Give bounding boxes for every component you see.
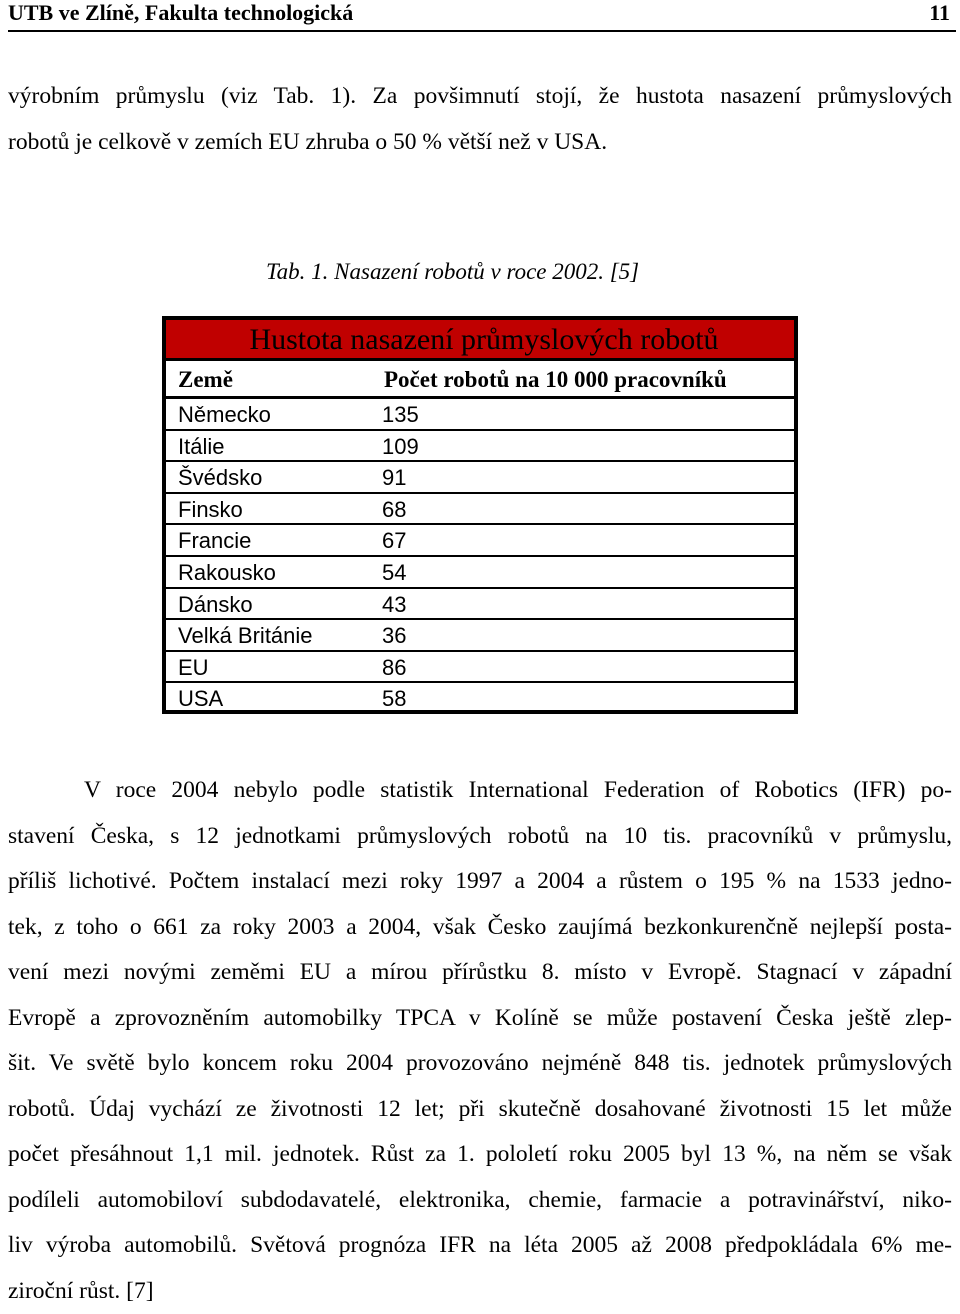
cell-country: EU bbox=[178, 652, 209, 683]
table-row bbox=[166, 652, 794, 684]
paragraph-line: vení mezi novými zeměmi EU a mírou přírůstku 8. místo v Evropě. Stagnací v západní bbox=[8, 950, 952, 996]
caption-reference: [5] bbox=[610, 259, 639, 284]
table-row bbox=[166, 494, 794, 526]
column-header-count: Počet robotů na 10 000 pracovníků bbox=[384, 361, 727, 399]
table-title-text: Hustota nasazení průmyslových robotů bbox=[249, 323, 718, 356]
table-row bbox=[166, 620, 794, 652]
paragraph-intro bbox=[8, 74, 952, 165]
caption-text: Tab. 1. Nasazení robotů v roce 2002. bbox=[266, 259, 610, 284]
cell-country: Itálie bbox=[178, 431, 224, 462]
table-row bbox=[166, 557, 794, 589]
paragraph-line: podíleli automobiloví subdodavatelé, elektronika, chemie, farmacie a potravinářství, niko- bbox=[8, 1178, 952, 1224]
cell-value: 135 bbox=[382, 399, 419, 430]
page-number: 11 bbox=[929, 0, 950, 26]
robot-density-table bbox=[162, 316, 798, 714]
paragraph-line: příliš lichotivé. Počtem instalací mezi roky 1997 a 2004 a růstem o 195 % na 1533 jedno- bbox=[8, 859, 952, 905]
paragraph-line: liv výroba automobilů. Světová prognóza IFR na léta 2005 až 2008 předpokládala 6% me- bbox=[8, 1223, 952, 1269]
paragraph-line: V roce 2004 nebylo podle statistik International Federation of Robotics (IFR) po- bbox=[8, 768, 952, 814]
paragraph-line: šit. Ve světě bylo koncem roku 2004 provozováno nejméně 848 tis. jednotek průmyslových bbox=[8, 1041, 952, 1087]
table-row bbox=[166, 683, 794, 713]
header-institution: UTB ve Zlíně, Fakulta technologická bbox=[8, 0, 353, 26]
table-row bbox=[166, 589, 794, 621]
cell-country: Rakousko bbox=[178, 557, 276, 588]
cell-value: 86 bbox=[382, 652, 406, 683]
table-row bbox=[166, 525, 794, 557]
cell-value: 36 bbox=[382, 620, 406, 651]
paragraph-line: tek, z toho o 661 za roky 2003 a 2004, však Česko zaujímá bezkonkurenčně nejlepší posta- bbox=[8, 905, 952, 951]
paragraph-line: Evropě a zprovozněním automobilky TPCA v Kolíně se může postavení Česka ještě zlep- bbox=[8, 996, 952, 1042]
cell-value: 67 bbox=[382, 525, 406, 556]
cell-country: Finsko bbox=[178, 494, 243, 525]
cell-value: 43 bbox=[382, 589, 406, 620]
paragraph-ifr bbox=[8, 768, 952, 1314]
table-caption bbox=[266, 252, 639, 292]
table-row bbox=[166, 462, 794, 494]
paragraph-line: ziroční růst. [7] bbox=[8, 1269, 952, 1314]
table-row bbox=[166, 431, 794, 463]
cell-country: Velká Británie bbox=[178, 620, 313, 651]
paragraph-line: robotů. Údaj vychází ze životnosti 12 let; při skutečně dosahované životnosti 15 let může bbox=[8, 1087, 952, 1133]
table-title bbox=[166, 320, 794, 361]
paragraph-line: výrobním průmyslu (viz Tab. 1). Za povšimnutí stojí, že hustota nasazení průmyslových bbox=[8, 74, 952, 120]
cell-value: 109 bbox=[382, 431, 419, 462]
cell-country: Německo bbox=[178, 399, 271, 430]
paragraph-line: počet přesáhnout 1,1 mil. jednotek. Růst za 1. pololetí roku 2005 byl 13 %, na něm se však bbox=[8, 1132, 952, 1178]
column-header-country: Země bbox=[178, 361, 233, 399]
table-body bbox=[166, 399, 794, 713]
cell-value: 68 bbox=[382, 494, 406, 525]
table-row bbox=[166, 399, 794, 431]
cell-country: USA bbox=[178, 683, 223, 714]
paragraph-line: stavení Česka, s 12 jednotkami průmyslových robotů na 10 tis. pracovníků v průmyslu, bbox=[8, 814, 952, 860]
table-header-row bbox=[166, 361, 794, 399]
page-header bbox=[8, 0, 956, 32]
cell-country: Dánsko bbox=[178, 589, 253, 620]
cell-value: 54 bbox=[382, 557, 406, 588]
cell-country: Francie bbox=[178, 525, 251, 556]
cell-value: 91 bbox=[382, 462, 406, 493]
cell-value: 58 bbox=[382, 683, 406, 714]
cell-country: Švédsko bbox=[178, 462, 262, 493]
paragraph-line: robotů je celkově v zemích EU zhruba o 50 % větší než v USA. bbox=[8, 120, 952, 166]
